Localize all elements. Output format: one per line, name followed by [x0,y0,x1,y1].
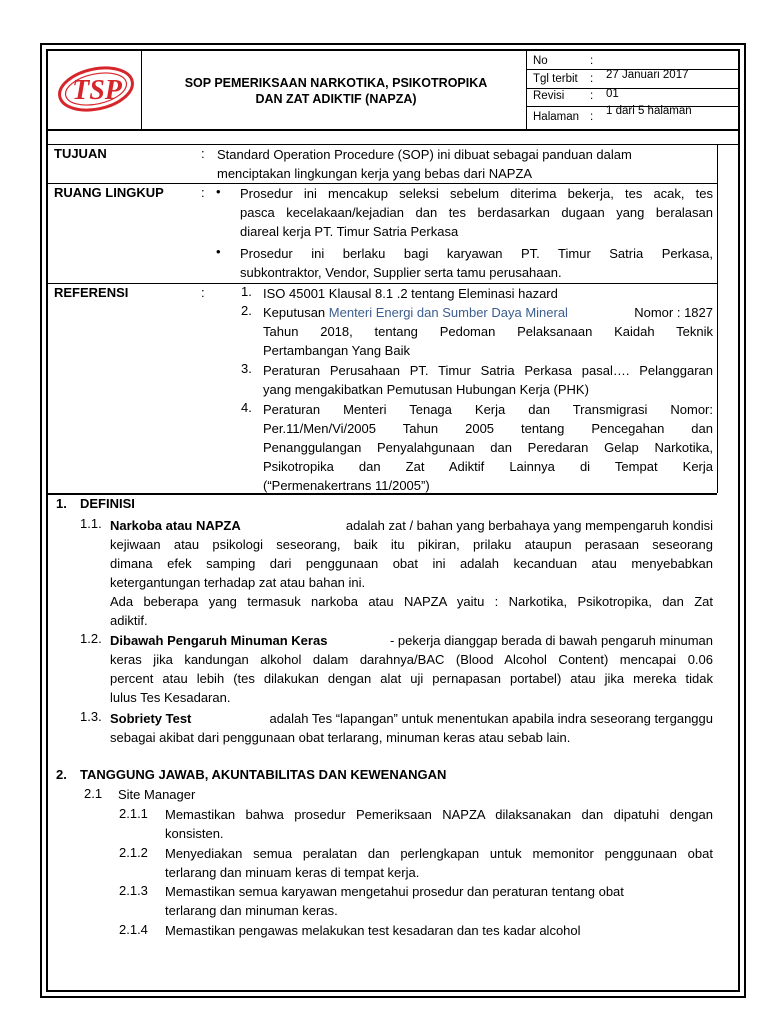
tj-item-4: Memastikan pengawas melakukan test kesadaran dan tes kadar alcohol [165,923,581,938]
def-item-3: Sobriety Test adalah Tes “lapangan” untuk menentukan apabila indra seseorang terganggu sebagai akibat dari penggunaan obat terlarang, minuman keras atau sebab lain. [110,711,713,745]
tj-num-3: 2.1.3 [119,883,148,898]
tj-sub-num: 2.1 [84,786,103,801]
header-bottom-line [46,129,740,131]
header-divider-meta [526,49,527,129]
meta-sep-no: : [590,55,594,67]
document-title: SOP PEMERIKSAAN NARKOTIKA, PSIKOTROPIKA DAN ZAT ADIKTIF (NAPZA) [184,76,488,106]
header-divider-logo [141,49,142,129]
tujuan-label: TUJUAN [54,146,107,161]
meta-value-tgl: 27 Januari 2017 [606,69,689,81]
ref-item-4: Peraturan Menteri Tenaga Kerja dan Transmigrasi Nomor: Per.11/Men/Vi/2005 Tahun 2005 tentang Pencegahan dan Penanggulangan Penyalahgunaan dan Peredaran Gelap Narkotika, Psikotropika dan Zat Adiktif Lainnya di Tempat Kerja (“Permenakertrans 11/2005”) [263,402,713,493]
ruang-bullet-1: • [216,184,221,199]
def-item-1: Narkoba atau NAPZA adalah zat / bahan yang berbahaya yang mempengaruh kondisi kejiwaan atau psikologi seseorang, baik itu pikiran, prilaku ataupun perasaan seseorang dimana efek samping dari penggunaan obat ini adalah kecanduan atau menyebabkan ketergantungan terhadap zat atau bahan ini. Ada beberapa yang termasuk narkoba atau NAPZA yaitu : Narkotika, Psikotropika, dan Zat adiktif. [110,518,713,628]
ref-item-2: Keputusan Menteri Energi dan Sumber Daya Mineral Nomor : 1827 Tahun 2018, tentang Pedoman Pelaksanaan Kaidah Teknik Pertambangan Yang Baik [263,305,713,358]
meta-sep-revisi: : [590,90,594,102]
ruang-item-2: Prosedur ini berlaku bagi karyawan PT. Timur Satria Perkasa, subkontraktor, Vendor, Supplier serta tamu perusahaan. [240,246,713,280]
ruang-lingkup-label: RUANG LINGKUP [54,185,164,200]
def-num-1: 1.1. [80,516,102,531]
info-table-right-line [717,144,718,493]
referensi-label: REFERENSI [54,285,129,300]
meta-label-tgl: Tgl terbit [533,73,578,85]
ref-num-1: 1. [241,284,252,299]
definisi-num: 1. [56,496,67,511]
meta-label-revisi: Revisi [533,90,565,102]
ref-num-3: 3. [241,361,252,376]
tj-num-1: 2.1.1 [119,806,148,821]
meta-value-halaman: 1 dari 5 halaman [606,105,692,117]
tj-sub-label: Site Manager [118,787,196,802]
ref-num-2: 2. [241,303,252,318]
tj-num-4: 2.1.4 [119,922,148,937]
meta-sep-halaman: : [590,111,594,123]
tj-item-1: Memastikan bahwa prosedur Pemeriksaan NAPZA dilaksanakan dan dipatuhi dengan konsisten. [165,807,713,841]
company-logo [56,62,138,114]
tanggung-jawab-num: 2. [56,767,67,782]
tj-item-3: Memastikan semua karyawan mengetahui prosedur dan peraturan tentang obat terlarang dan minuman keras. [165,884,624,918]
meta-label-no: No [533,55,548,67]
tj-item-2: Menyediakan semua peralatan dan perlengkapan untuk memonitor penggunaan obat terlarang dan minuam keras di tempat kerja. [165,846,713,880]
logo-text: TSP [72,75,122,106]
ruang-lingkup-colon: : [201,185,205,200]
referensi-colon: : [201,285,205,300]
ref-item-1: ISO 45001 Klausal 8.1 .2 tentang Eleminasi hazard [263,286,558,301]
tj-num-2: 2.1.2 [119,845,148,860]
tanggung-jawab-heading: TANGGUNG JAWAB, AKUNTABILITAS DAN KEWENANGAN [80,767,447,782]
ruang-item-1: Prosedur ini mencakup seleksi sebelum diterima bekerja, tes acak, tes pasca kecelakaan/kejadian dan tes berdasarkan dugaan yang beralasan diareal kerja PT. Timur Satria Perkasa [240,186,713,239]
tujuan-colon: : [201,146,205,161]
definisi-heading: DEFINISI [80,496,135,511]
meta-value-revisi: 01 [606,88,619,100]
def-item-2: Dibawah Pengaruh Minuman Keras - pekerja dianggap berada di bawah pengaruh minuman keras jika kandungan alkohol dalam darahnya/BAC (Blood Alcohol Content) mencapai 0.06 percent atau lebih (tes dilakukan dengan alat uji pernapasan portabel) atau jika mereka tidak lulus Tes Kesadaran. [110,633,713,705]
meta-row-line-2 [526,88,740,89]
meta-sep-tgl: : [590,73,594,85]
def-num-2: 1.2. [80,631,102,646]
ruang-bullet-2: • [216,244,221,259]
def-num-3: 1.3. [80,709,102,724]
ref-num-4: 4. [241,400,252,415]
meta-label-halaman: Halaman [533,111,580,123]
tujuan-text: Standard Operation Procedure (SOP) ini dibuat sebagai panduan dalam menciptakan lingkungan kerja yang bebas dari NAPZA [217,147,632,181]
ref-item-3: Peraturan Perusahaan PT. Timur Satria Perkasa pasal…. Pelanggaran yang mengakibatkan Pemutusan Hubungan Kerja (PHK) [263,363,713,397]
